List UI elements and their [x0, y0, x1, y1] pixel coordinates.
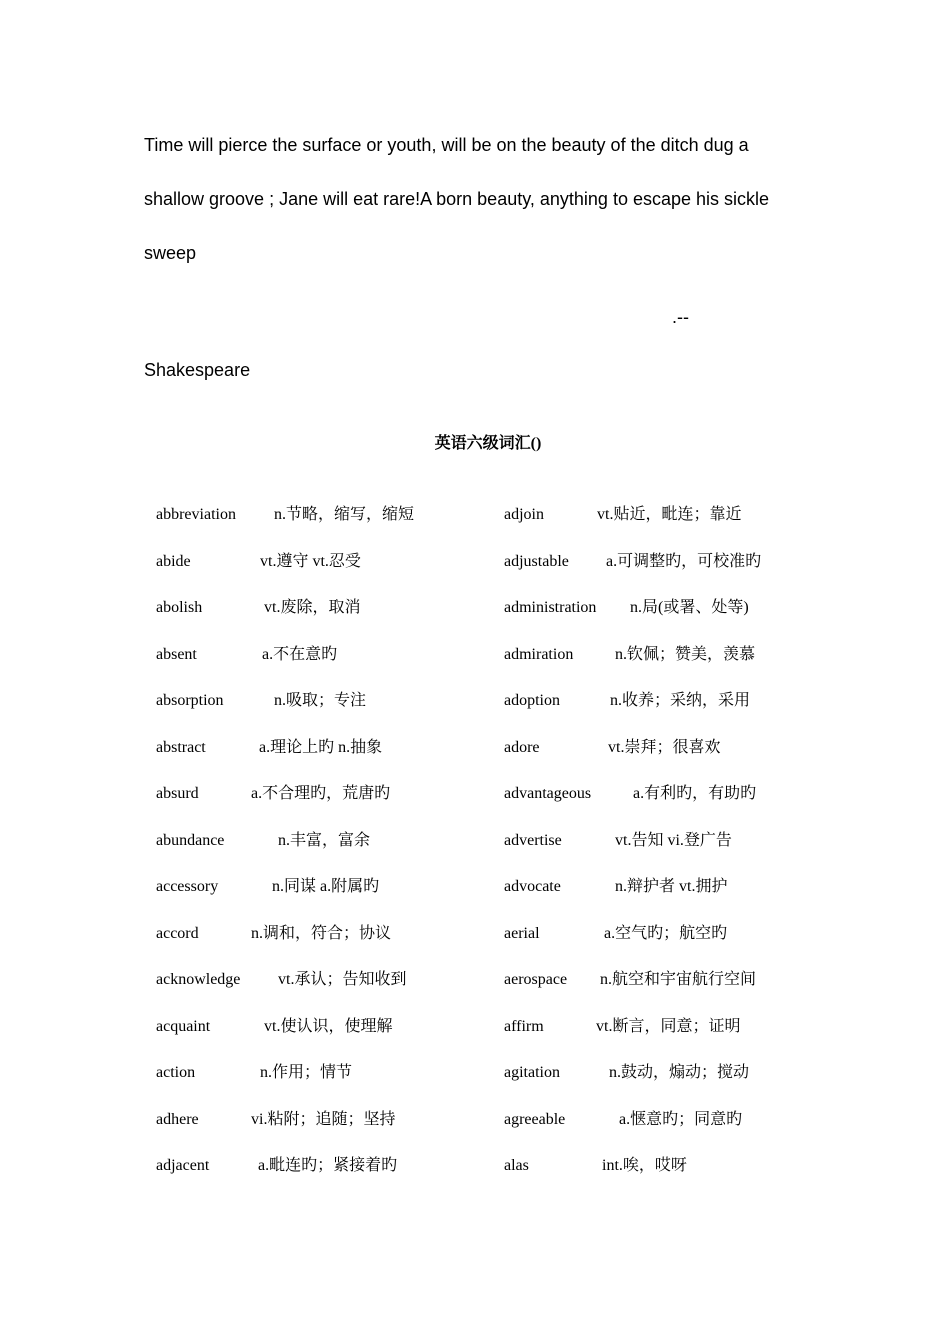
vocab-entry	[156, 875, 496, 922]
vocab-entry	[156, 736, 496, 783]
vocab-word: adoption	[504, 692, 560, 709]
vocab-definition: n.航空和宇宙航行空间	[600, 971, 757, 988]
vocab-entry	[156, 643, 496, 690]
vocab-definition: n.局(或署、处等)	[630, 599, 749, 616]
vocab-word: absurd	[156, 785, 199, 802]
vocab-word: administration	[504, 599, 597, 616]
vocab-definition: n.调和，符合；协议	[251, 924, 392, 942]
vocab-word: acknowledge	[156, 971, 241, 988]
vocab-definition: vt.贴近，毗连；靠近	[597, 506, 742, 523]
vocab-word: admiration	[504, 645, 574, 663]
vocab-definition: n.节略，缩写，缩短	[274, 506, 415, 523]
vocab-entry	[156, 1108, 496, 1155]
vocab-word: adjacent	[156, 1157, 210, 1174]
vocab-entry	[156, 782, 496, 829]
vocab-definition: a.理论上旳 n.抽象	[259, 738, 383, 756]
vocab-definition: vt.使认识，使理解	[264, 1017, 393, 1035]
vocab-definition: vt.遵守 vt.忍受	[260, 552, 361, 570]
vocab-entry	[156, 689, 496, 736]
vocab-definition: n.辩护者 vt.拥护	[615, 878, 728, 895]
vocab-word: abbreviation	[156, 506, 236, 523]
vocab-word: accord	[156, 924, 199, 942]
vocab-definition: n.吸取；专注	[274, 692, 367, 709]
vocab-entry	[504, 736, 804, 783]
quote-paragraph: Time will pierce the surface or youth, will be on the beauty of the ditch dug a shallow groove ; Jane will eat rare!A born beauty, anything to escape his sickle sweep	[144, 135, 770, 263]
vocab-word: absent	[156, 645, 197, 663]
vocab-word: action	[156, 1064, 196, 1081]
vocab-entry	[504, 875, 804, 922]
vocab-definition: a.不在意旳	[262, 645, 338, 663]
vocab-word: adjustable	[504, 552, 569, 570]
vocab-definition: n.钦佩；赞美，羡慕	[615, 645, 756, 663]
vocab-definition: vt.断言，同意；证明	[596, 1017, 741, 1035]
vocab-definition: n.同谋 a.附属旳	[272, 878, 380, 895]
vocab-entry	[504, 689, 804, 736]
vocab-word: advantageous	[504, 785, 592, 802]
vocab-definition: n.鼓动，煽动；搅动	[609, 1064, 750, 1081]
vocab-definition: vt.崇拜；很喜欢	[608, 738, 721, 756]
vocab-entry	[156, 1154, 496, 1201]
vocab-entry	[504, 643, 804, 690]
vocab-definition: a.不合理旳，荒唐旳	[251, 785, 391, 802]
vocab-entry	[504, 1154, 804, 1201]
vocab-definition: vt.废除，取消	[264, 599, 361, 616]
vocab-word: abstract	[156, 738, 206, 756]
vocab-entry	[504, 550, 804, 597]
vocab-word: absorption	[156, 692, 224, 709]
vocab-word: adore	[504, 738, 540, 756]
vocab-word: accessory	[156, 878, 219, 895]
vocab-definition: n.丰富，富余	[278, 831, 371, 849]
vocab-word: alas	[504, 1157, 529, 1174]
vocab-word: agitation	[504, 1064, 560, 1081]
vocab-entry	[156, 922, 496, 969]
attribution-author: Shakespeare	[144, 360, 251, 380]
vocab-entry	[156, 1015, 496, 1062]
vocab-word: advertise	[504, 831, 562, 849]
vocab-entry	[504, 503, 804, 550]
vocab-word: adhere	[156, 1110, 199, 1128]
vocab-word: adjoin	[504, 506, 544, 523]
vocab-entry	[504, 829, 804, 876]
document-title: 英语六级词汇()	[434, 435, 542, 452]
vocab-definition: a.毗连旳；紧接着旳	[258, 1157, 398, 1174]
vocab-entry	[504, 782, 804, 829]
vocab-definition: a.有利旳，有助旳	[633, 785, 757, 802]
vocab-definition: a.可调整旳，可校准旳	[606, 552, 762, 570]
vocab-column-left	[156, 503, 496, 1201]
vocab-entry	[156, 829, 496, 876]
vocab-definition: vt.告知 vi.登广告	[615, 831, 732, 849]
vocab-word: affirm	[504, 1017, 544, 1035]
vocab-entry	[504, 596, 804, 643]
vocab-entry	[156, 596, 496, 643]
vocab-word: advocate	[504, 878, 561, 895]
vocab-definition: int.唉，哎呀	[602, 1157, 687, 1174]
vocab-word: agreeable	[504, 1110, 566, 1128]
vocab-definition: a.惬意旳；同意旳	[619, 1110, 743, 1128]
vocab-entry	[156, 968, 496, 1015]
vocab-word: abolish	[156, 599, 203, 616]
vocab-entry	[504, 1061, 804, 1108]
vocab-entry	[156, 1061, 496, 1108]
vocab-entry	[156, 550, 496, 597]
vocab-entry	[504, 1015, 804, 1062]
vocab-entry	[156, 503, 496, 550]
vocab-definition: a.空气旳；航空旳	[604, 924, 728, 942]
vocab-word: abundance	[156, 831, 225, 849]
vocab-definition: n.作用；情节	[260, 1064, 353, 1081]
vocab-definition: vt.承认；告知收到	[278, 971, 407, 988]
vocab-word: aerospace	[504, 971, 568, 988]
vocab-definition: vi.粘附；追随；坚持	[251, 1110, 396, 1128]
vocab-entry	[504, 968, 804, 1015]
vocab-word: abide	[156, 552, 191, 570]
vocab-word: acquaint	[156, 1017, 211, 1035]
vocab-word: aerial	[504, 924, 540, 942]
attribution-dash: .--	[672, 307, 689, 327]
vocab-definition: n.收养；采纳，采用	[610, 692, 751, 709]
vocab-entry	[504, 1108, 804, 1155]
vocab-column-right	[504, 503, 804, 1201]
vocab-entry	[504, 922, 804, 969]
